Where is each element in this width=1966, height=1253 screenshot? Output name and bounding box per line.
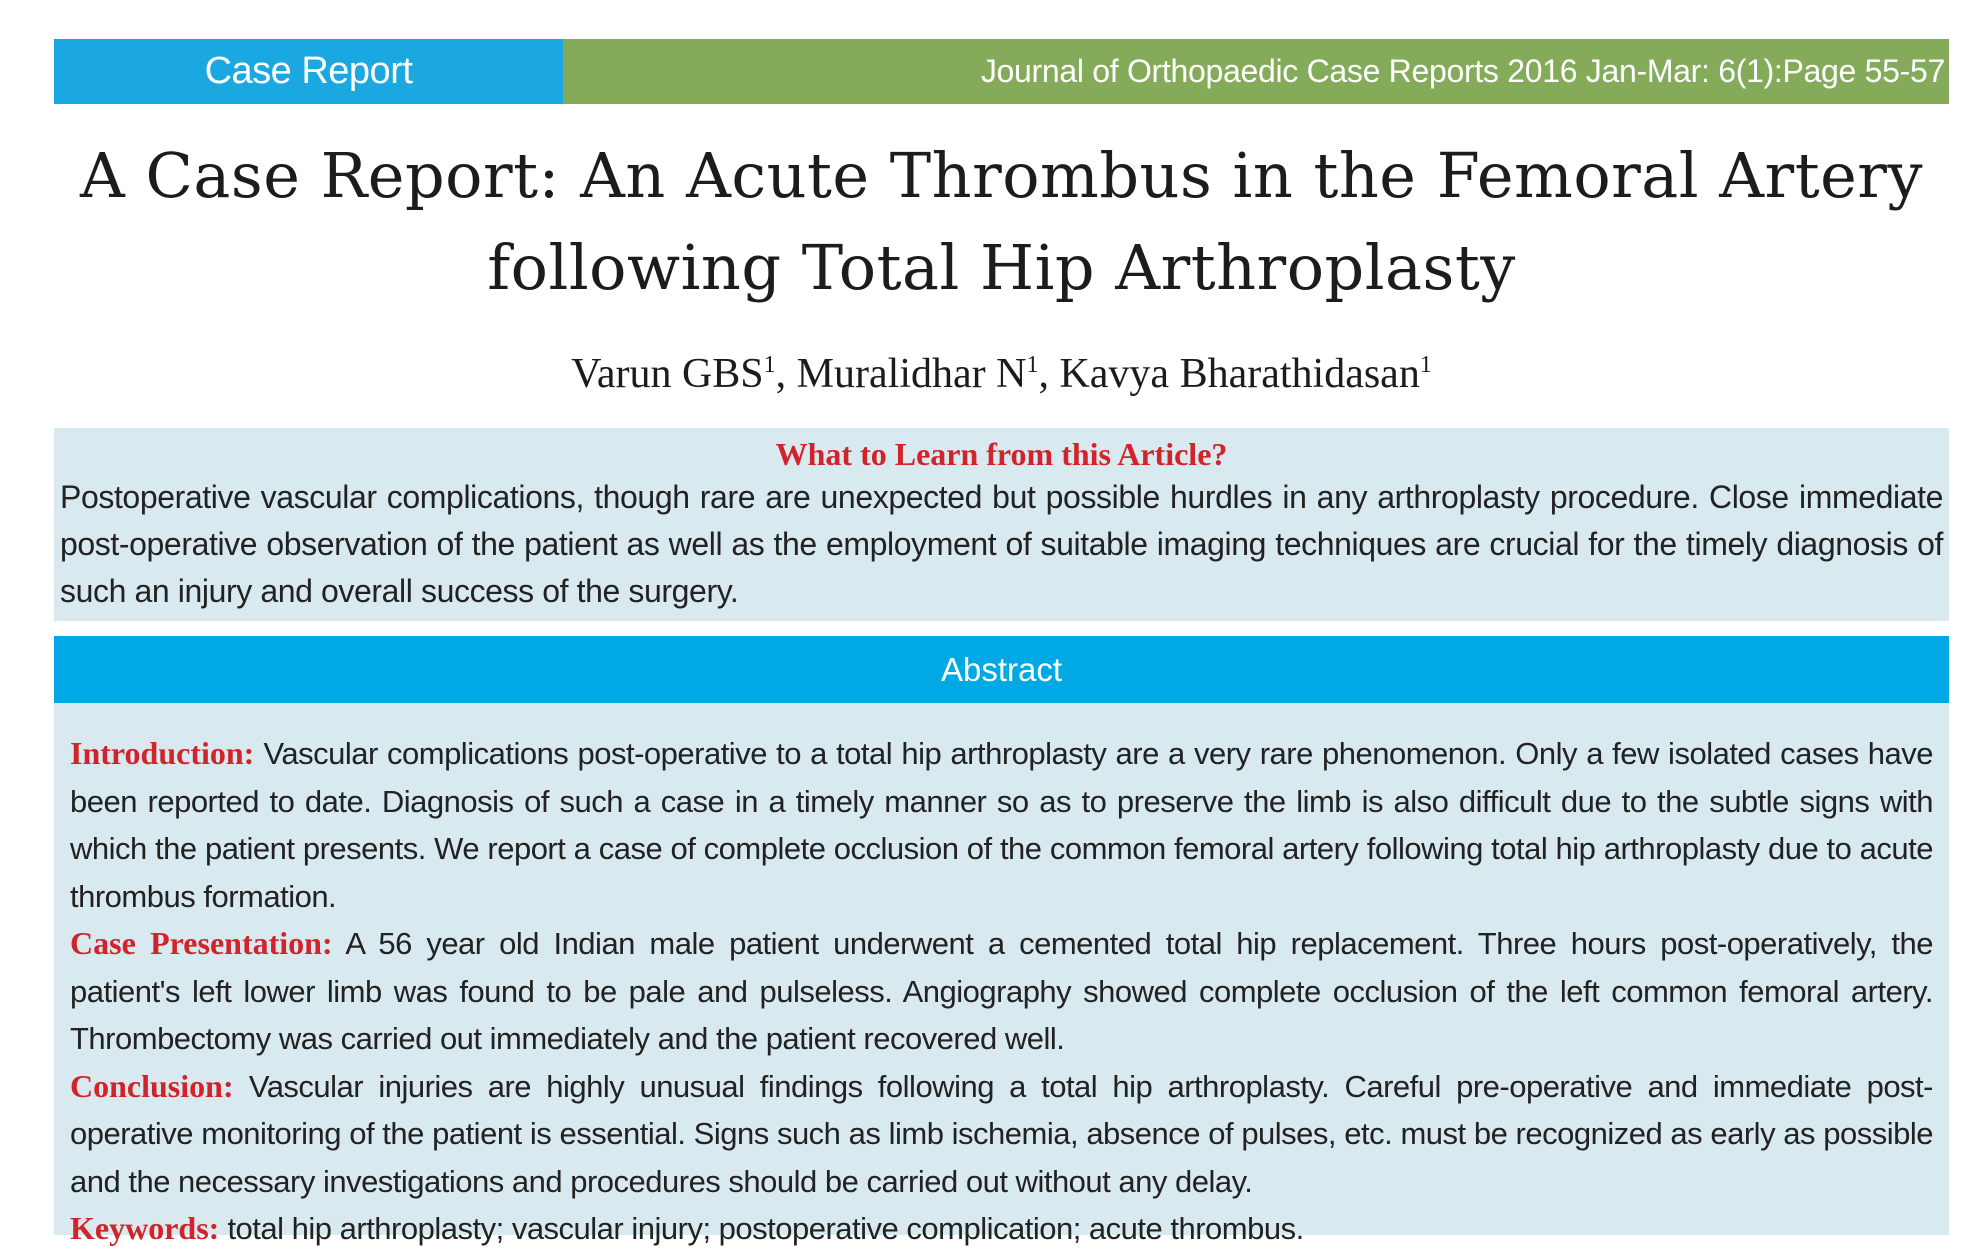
author-name: Kavya Bharathidasan <box>1059 351 1420 397</box>
abstract-body <box>54 703 1949 1246</box>
case-presentation-text: A 56 year old Indian male patient underwent a cemented total hip replacement. Three hours post-operatively, the patient's left lower limb was found to be pale and pulseless. Angiography showed complete occlusion of the left common femoral artery. Thrombectomy was carried out immediately and the patient recovered well. <box>70 926 1933 1056</box>
abstract-introduction <box>70 730 1933 920</box>
section-label: Case Report <box>54 39 563 104</box>
section-label-keywords: Keywords: <box>70 1210 220 1246</box>
abstract-keywords <box>70 1205 1933 1253</box>
section-label-case-presentation: Case Presentation: <box>70 925 333 961</box>
journal-citation: Journal of Orthopaedic Case Reports 2016 Jan-Mar: 6(1):Page 55-57 <box>563 39 1949 104</box>
keywords-text: total hip arthroplasty; vascular injury; postoperative complication; acute thrombus. <box>227 1211 1304 1246</box>
introduction-text: Vascular complications post-operative to a total hip arthroplasty are a very rare phenomenon. Only a few isolated cases have been reported to date. Diagnosis of such a case in a timely manner so as to preserve the limb is also difficult due to the subtle signs with which the patient presents. We report a case of complete occlusion of the common femoral artery following total hip arthroplasty due to acute thrombus formation. <box>70 736 1933 914</box>
journal-header-bar <box>54 39 1949 104</box>
what-to-learn-heading: What to Learn from this Article? <box>775 436 1228 472</box>
author-affiliation: 1 <box>1419 352 1432 378</box>
author <box>797 351 1039 397</box>
section-label-conclusion: Conclusion: <box>70 1067 234 1104</box>
author-name: Muralidhar N <box>796 351 1027 397</box>
author <box>571 351 776 397</box>
abstract-conclusion <box>70 1063 1933 1206</box>
author-affiliation: 1 <box>1026 352 1039 378</box>
what-to-learn-box <box>54 428 1949 621</box>
author-affiliation: 1 <box>763 352 776 378</box>
author-separator: , <box>775 351 797 397</box>
abstract-case-presentation <box>70 920 1933 1063</box>
conclusion-text: Vascular injuries are highly unusual findings following a total hip arthroplasty. Careful pre-operative and immediate post-operative monitoring of the patient is essential. Signs such as limb ischemia, absence of pulses, etc. must be recognized as early as possible and the necessary investigations and procedures should be carried out without any delay. <box>70 1068 1933 1199</box>
title-line-2: following Total Hip Arthroplasty <box>487 231 1516 304</box>
abstract-heading: Abstract <box>54 636 1949 703</box>
author-list <box>54 350 1949 398</box>
author-separator: , <box>1038 351 1060 397</box>
section-label-introduction: Introduction: <box>70 735 255 771</box>
author-name: Varun GBS <box>571 351 764 397</box>
what-to-learn-text: Postoperative vascular complications, though rare are unexpected but possible hurdles in any arthroplasty procedure. Close immediate post-operative observation of the patient as well as the employment of suitable imaging techniques are crucial for the timely diagnosis of such an injury and overall success of the surgery. <box>60 479 1943 609</box>
author <box>1059 351 1431 397</box>
title-line-1: A Case Report: An Acute Thrombus in the Femoral Artery <box>80 139 1923 212</box>
article-title <box>54 130 1949 314</box>
